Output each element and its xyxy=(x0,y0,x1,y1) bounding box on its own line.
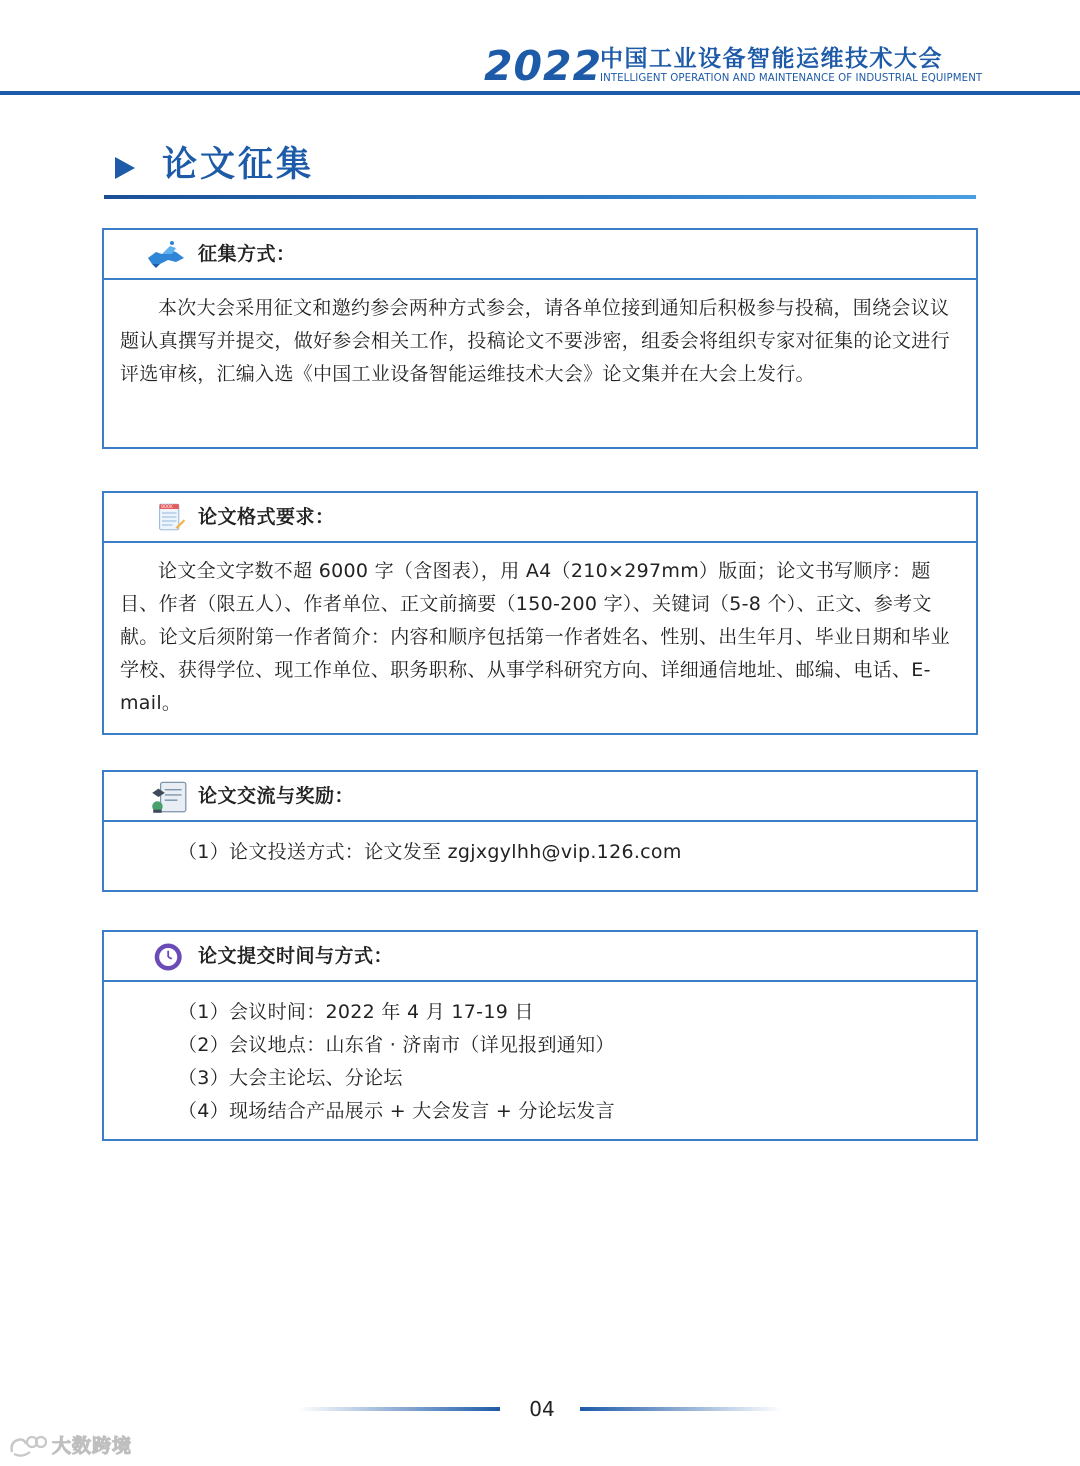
list-item: （2）会议地点：山东省 · 济南市（详见报到通知） xyxy=(178,1034,615,1056)
list-item: （1）会议时间：2022 年 4 月 17-19 日 xyxy=(178,1001,534,1023)
watermark xyxy=(8,1432,148,1460)
exchange-rewards-box xyxy=(102,770,978,892)
section-arrow-icon xyxy=(115,157,135,179)
list-item: （1）论文投送方式：论文发至 zgjxgylhh@vip.126.com xyxy=(178,841,682,863)
submission-schedule-box xyxy=(102,930,978,1141)
section-divider xyxy=(104,195,976,199)
clock-icon xyxy=(152,940,188,974)
book-icon-text: BOOK xyxy=(161,504,173,510)
page-header xyxy=(0,0,1080,96)
footer-line-right xyxy=(580,1407,782,1411)
list-item: （3）大会主论坛、分论坛 xyxy=(178,1067,403,1089)
collection-method-box xyxy=(102,228,978,449)
collection-paragraph: 本次大会采用征文和邀约参会两种方式参会，请各单位接到通知后积极参与投稿，围绕会议议题认真撰写并提交，做好参会相关工作，投稿论文不要涉密，组委会将组织专家对征集的论文进行评选审核，汇编入选《中国工业设备智能运维技术大会》论文集并在大会上发行。 xyxy=(120,297,950,385)
header-subtitle: INTELLIGENT OPERATION AND MAINTENANCE OF INDUSTRIAL EQUIPMENT xyxy=(600,73,983,84)
format-requirements-box xyxy=(102,491,978,735)
page-number: 04 xyxy=(529,1397,555,1421)
box-body xyxy=(104,822,976,869)
handshake-icon xyxy=(146,238,186,272)
box-header xyxy=(104,230,976,280)
box-body xyxy=(104,982,976,1128)
header-divider xyxy=(0,91,1080,95)
box-label: 论文提交时间与方式： xyxy=(198,945,394,967)
footer-line-left xyxy=(298,1407,500,1411)
box-header xyxy=(104,932,976,982)
box-body xyxy=(104,543,976,720)
certificate-icon xyxy=(148,776,190,816)
watermark-text: 大数跨境 xyxy=(52,1435,133,1457)
box-body xyxy=(104,280,976,391)
box-header xyxy=(104,772,976,822)
format-paragraph: 论文全文字数不超 6000 字（含图表），用 A4（210×297mm）版面；论文书写顺序：题目、作者（限五人）、作者单位、正文前摘要（150-200 字）、关键词（5-8 个）、正文、参考文献。论文后须附第一作者简介：内容和顺序包括第一作者姓名、性别、出生年月、毕业日期和毕业学校、获得学位、现工作单位、职务职称、从事学科研究方向、详细通信地址、邮编、电话、E-mail。 xyxy=(120,560,950,714)
header-title: 中国工业设备智能运维技术大会 xyxy=(600,46,943,72)
box-label: 论文交流与奖励： xyxy=(198,785,355,807)
box-header xyxy=(104,493,976,543)
box-label: 论文格式要求： xyxy=(198,506,335,528)
section-title: 论文征集 xyxy=(162,145,315,185)
list-item: （4）现场结合产品展示 + 大会发言 + 分论坛发言 xyxy=(178,1100,615,1122)
watermark-logo-icon xyxy=(8,1432,48,1460)
box-label: 征集方式： xyxy=(198,243,296,265)
header-year: 2022 xyxy=(484,42,603,90)
book-icon xyxy=(158,498,190,536)
